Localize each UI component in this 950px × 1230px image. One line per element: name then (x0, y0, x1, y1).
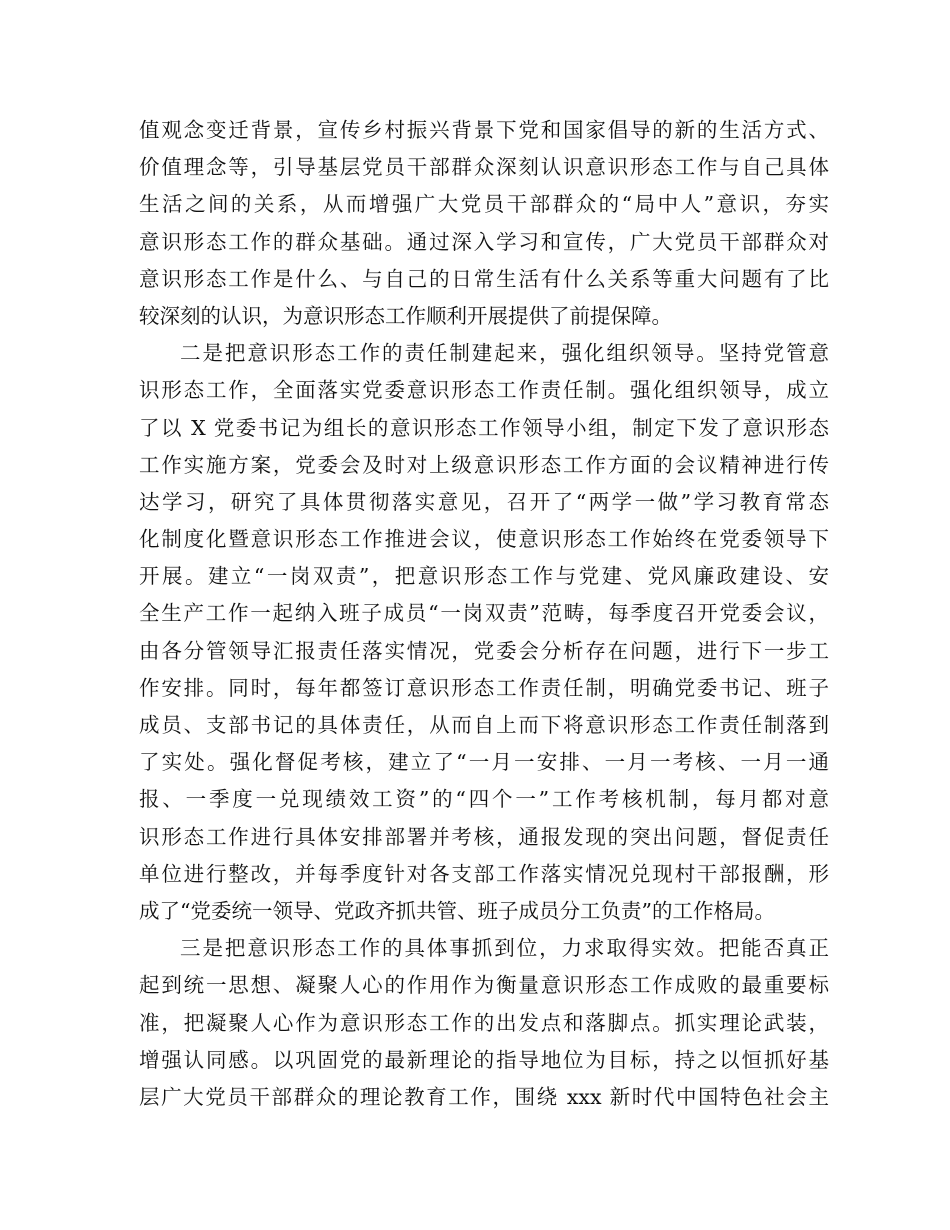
text-line: 识形态工作，全面落实党委意识形态工作责任制。强化组织领导，成立 (139, 378, 829, 403)
text-line: 起到统一思想、凝聚人心的作用作为衡量意识形态工作成败的最重要标 (139, 973, 829, 998)
body-text (139, 112, 829, 1116)
text-line: 报、一季度一兑现绩效工资”的“四个一”工作考核机制，每月都对意 (139, 787, 829, 812)
text-line: 值观念变迁背景，宣传乡村振兴背景下党和国家倡导的新的生活方式、 (139, 118, 829, 142)
text-line: 成了“党委统一领导、党政齐抓共管、班子成员分工负责”的工作格局。 (139, 898, 775, 923)
text-line: 了以 X 党委书记为组长的意识形态工作领导小组，制定下发了意识形态 (139, 415, 829, 440)
text-line: 作安排。同时，每年都签订意识形态工作责任制，明确党委书记、班子 (139, 675, 829, 700)
text-line: 生活之间的关系，从而增强广大党员干部群众的“局中人”意识，夯实 (139, 192, 829, 217)
text-line: 了实处。强化督促考核，建立了“一月一安排、一月一考核、一月一通 (139, 750, 829, 775)
text-line: 价值理念等，引导基层党员干部群众深刻认识意识形态工作与自己具体 (139, 155, 829, 180)
text-line: 成员、支部书记的具体责任，从而自上而下将意识形态工作责任制落到 (139, 713, 829, 737)
text-line: 识形态工作进行具体安排部署并考核，通报发现的突出问题，督促责任 (139, 824, 829, 849)
text-line: 单位进行整改，并每季度针对各支部工作落实情况兑现村干部报酬，形 (139, 861, 829, 886)
text-line: 意识形态工作是什么、与自己的日常生活有什么关系等重大问题有了比 (139, 266, 829, 291)
text-line: 全生产工作一起纳入班子成员“一岗双责”范畴，每季度召开党委会议， (139, 601, 829, 626)
text-line: 较深刻的认识，为意识形态工作顺利开展提供了前提保障。 (139, 303, 672, 328)
text-line: 增强认同感。以巩固党的最新理论的指导地位为目标，持之以恒抓好基 (139, 1047, 829, 1072)
paragraph-start-line: 三是把意识形态工作的具体事抓到位，力求取得实效。把能否真正 (180, 936, 829, 961)
paragraph-start-line: 二是把意识形态工作的责任制建起来，强化组织领导。坚持党管意 (180, 341, 829, 366)
text-line: 化制度化暨意识形态工作推进会议，使意识形态工作始终在党委领导下 (139, 527, 829, 552)
text-line: 层广大党员干部群众的理论教育工作，围绕 xxx 新时代中国特色社会主 (139, 1084, 829, 1109)
text-line: 工作实施方案，党委会及时对上级意识形态工作方面的会议精神进行传 (139, 452, 829, 477)
text-line: 准，把凝聚人心作为意识形态工作的出发点和落脚点。抓实理论武装， (139, 1010, 829, 1035)
text-line: 达学习，研究了具体贯彻落实意见，召开了“两学一做”学习教育常态 (139, 489, 829, 514)
text-line: 开展。建立“一岗双责”，把意识形态工作与党建、党风廉政建设、安 (139, 564, 829, 589)
text-line: 由各分管领导汇报责任落实情况，党委会分析存在问题，进行下一步工 (139, 638, 829, 663)
text-line: 意识形态工作的群众基础。通过深入学习和宣传，广大党员干部群众对 (139, 229, 829, 254)
